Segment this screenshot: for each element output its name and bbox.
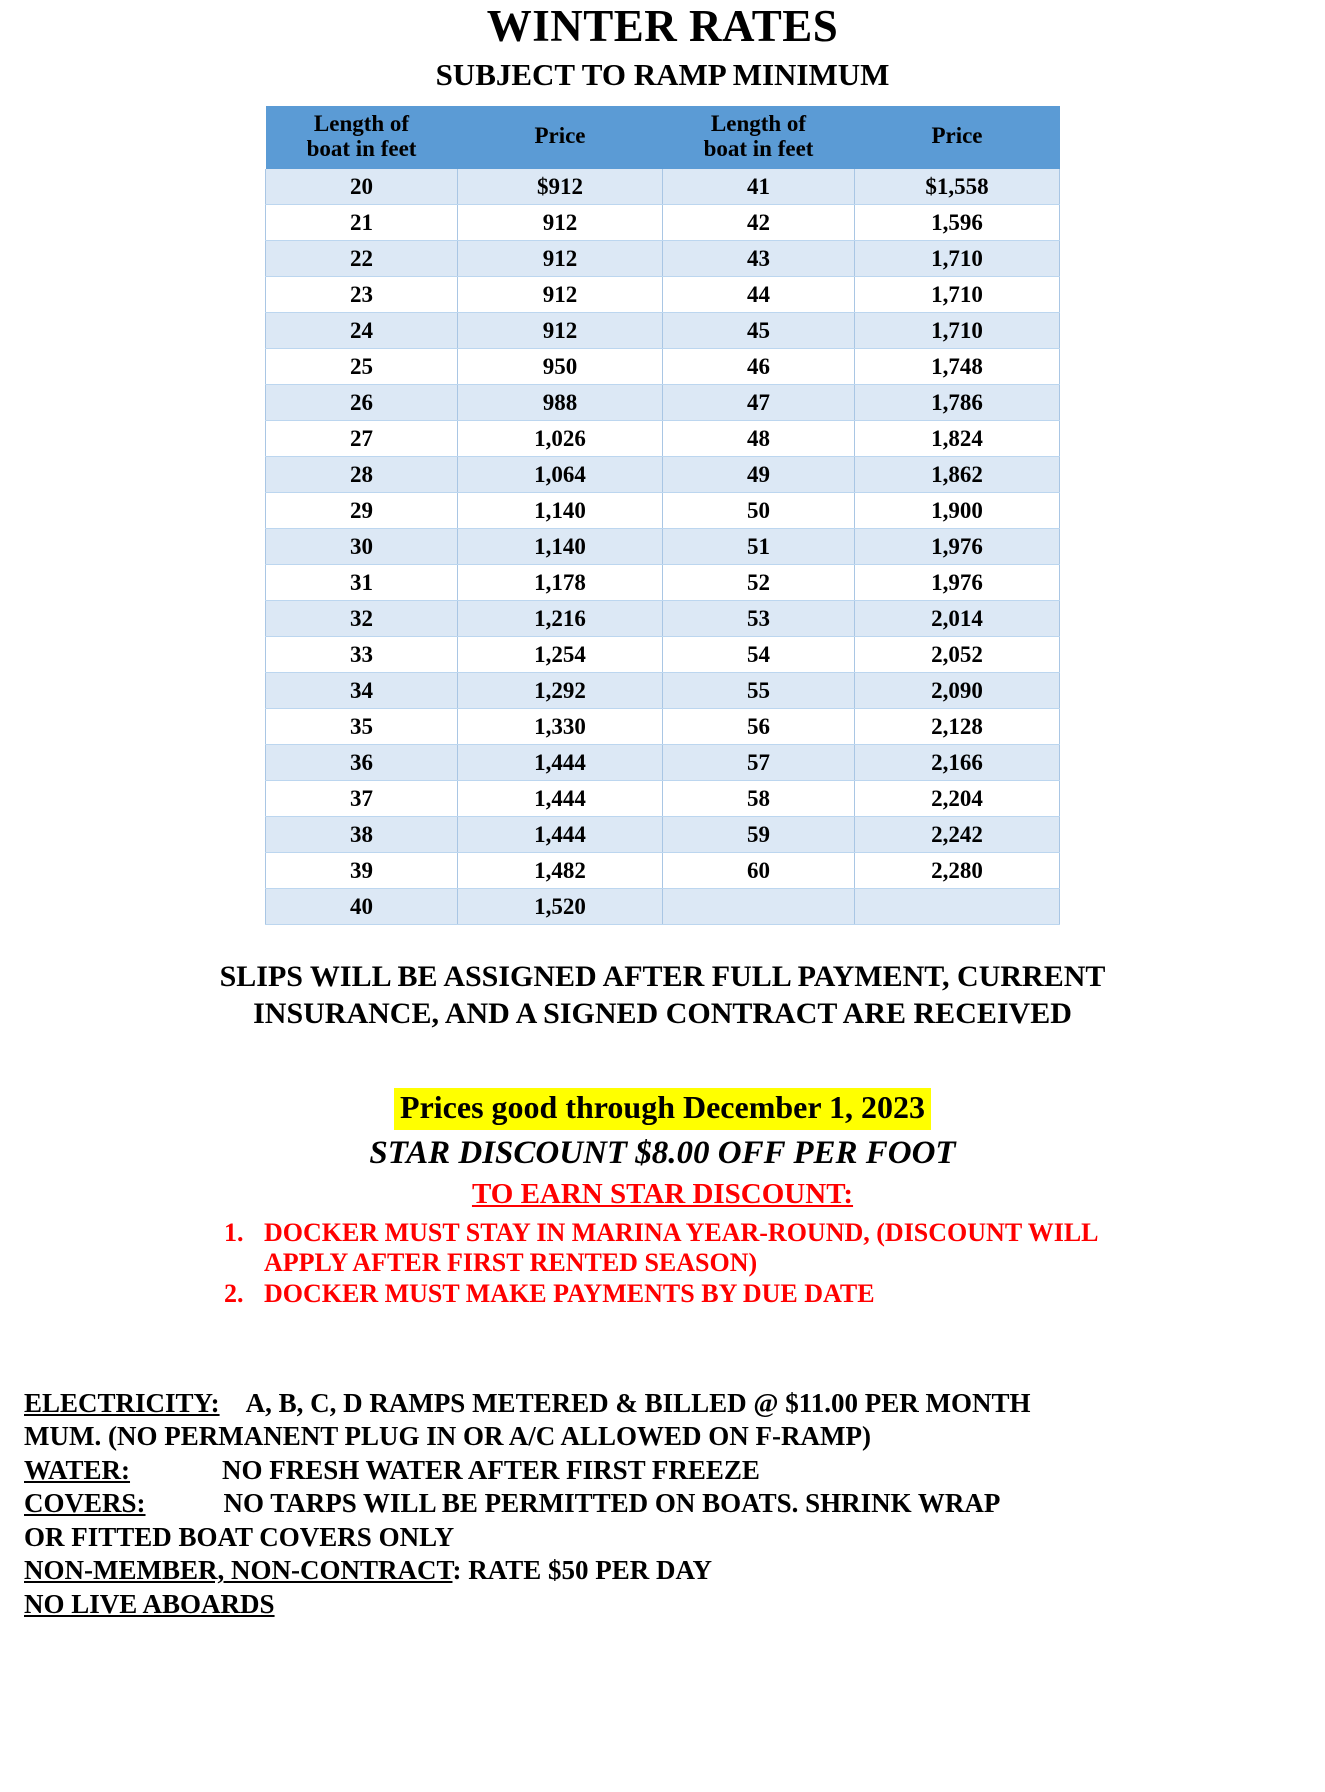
cell-price-left: 1,520 bbox=[458, 889, 663, 925]
cell-price-right: $1,558 bbox=[855, 169, 1060, 205]
cell-price-right: 1,824 bbox=[855, 421, 1060, 457]
table-header-row bbox=[266, 106, 1060, 170]
cell-length-left: 35 bbox=[266, 709, 458, 745]
cell-length-left: 27 bbox=[266, 421, 458, 457]
discount-block bbox=[0, 1088, 1325, 1309]
rates-table-body bbox=[266, 169, 1060, 925]
term-electricity bbox=[24, 1387, 1301, 1420]
water-label: WATER: bbox=[24, 1454, 131, 1485]
notice-line-1: SLIPS WILL BE ASSIGNED AFTER FULL PAYMENT, CURRENT bbox=[219, 960, 1106, 994]
cell-price-right: 1,596 bbox=[855, 205, 1060, 241]
header-line-1: Length of bbox=[313, 110, 410, 136]
cell-length-left: 36 bbox=[266, 745, 458, 781]
cell-price-right: 2,052 bbox=[855, 637, 1060, 673]
header-line-2: boat in feet bbox=[703, 136, 814, 162]
cell-length-right: 49 bbox=[663, 457, 855, 493]
table-row bbox=[266, 349, 1060, 385]
cell-length-left: 32 bbox=[266, 601, 458, 637]
cell-price-right: 1,710 bbox=[855, 313, 1060, 349]
cell-price-left: 1,444 bbox=[458, 781, 663, 817]
cell-price-left: 912 bbox=[458, 205, 663, 241]
cell-length-right: 52 bbox=[663, 565, 855, 601]
cell-price-left: 1,026 bbox=[458, 421, 663, 457]
table-row bbox=[266, 277, 1060, 313]
cell-price-right: 2,090 bbox=[855, 673, 1060, 709]
cell-length-right: 46 bbox=[663, 349, 855, 385]
table-row bbox=[266, 817, 1060, 853]
cell-price-left: 912 bbox=[458, 241, 663, 277]
column-header-price-right: Price bbox=[855, 106, 1060, 170]
cell-price-left: 1,292 bbox=[458, 673, 663, 709]
table-row bbox=[266, 457, 1060, 493]
table-row bbox=[266, 709, 1060, 745]
term-covers bbox=[24, 1487, 1301, 1520]
rates-table bbox=[265, 106, 1060, 926]
table-row bbox=[266, 673, 1060, 709]
cell-length-left: 39 bbox=[266, 853, 458, 889]
cell-price-left: 1,140 bbox=[458, 529, 663, 565]
cell-length-left: 22 bbox=[266, 241, 458, 277]
cell-length-right: 56 bbox=[663, 709, 855, 745]
cell-length-right: 58 bbox=[663, 781, 855, 817]
cell-price-left: $912 bbox=[458, 169, 663, 205]
list-item: 1. DOCKER MUST STAY IN MARINA YEAR-ROUND, (DISCOUNT WILL APPLY AFTER FIRST RENTED SEASON) bbox=[250, 1218, 1170, 1279]
list-item: 2. DOCKER MUST MAKE PAYMENTS BY DUE DATE bbox=[250, 1279, 1170, 1309]
cell-length-right: 42 bbox=[663, 205, 855, 241]
earn-star-discount-title: TO EARN STAR DISCOUNT: bbox=[471, 1177, 854, 1210]
cell-length-left: 38 bbox=[266, 817, 458, 853]
cell-length-right: 53 bbox=[663, 601, 855, 637]
table-row bbox=[266, 205, 1060, 241]
term-no-live-aboards bbox=[24, 1588, 1301, 1621]
electricity-label: ELECTRICITY: bbox=[24, 1387, 220, 1418]
cell-price-right: 1,748 bbox=[855, 349, 1060, 385]
table-row bbox=[266, 601, 1060, 637]
cell-length-right: 50 bbox=[663, 493, 855, 529]
table-row bbox=[266, 385, 1060, 421]
cell-length-right: 48 bbox=[663, 421, 855, 457]
cell-length-left: 31 bbox=[266, 565, 458, 601]
cell-length-right: 57 bbox=[663, 745, 855, 781]
table-row bbox=[266, 745, 1060, 781]
cell-price-left: 912 bbox=[458, 313, 663, 349]
term-water bbox=[24, 1454, 1301, 1487]
cell-length-right: 51 bbox=[663, 529, 855, 565]
table-row bbox=[266, 313, 1060, 349]
table-row bbox=[266, 241, 1060, 277]
table-row bbox=[266, 565, 1060, 601]
covers-value-continued: OR FITTED BOAT COVERS ONLY bbox=[24, 1521, 455, 1552]
cell-length-left: 21 bbox=[266, 205, 458, 241]
cell-price-left: 1,216 bbox=[458, 601, 663, 637]
cell-price-left: 950 bbox=[458, 349, 663, 385]
cell-price-right: 1,710 bbox=[855, 241, 1060, 277]
assignment-notice bbox=[0, 959, 1325, 1032]
table-row bbox=[266, 781, 1060, 817]
prices-good-line bbox=[0, 1088, 1325, 1130]
electricity-value: A, B, C, D RAMPS METERED & BILLED @ $11.00 PER MONTH bbox=[245, 1387, 1031, 1418]
cell-length-right: 60 bbox=[663, 853, 855, 889]
cell-price-left: 1,178 bbox=[458, 565, 663, 601]
cell-price-left: 1,140 bbox=[458, 493, 663, 529]
cell-price-right: 2,242 bbox=[855, 817, 1060, 853]
cell-price-right: 2,128 bbox=[855, 709, 1060, 745]
cell-length-left: 30 bbox=[266, 529, 458, 565]
covers-value: NO TARPS WILL BE PERMITTED ON BOATS. SHRINK WRAP bbox=[223, 1488, 1001, 1519]
prices-good-highlight: Prices good through December 1, 2023 bbox=[394, 1088, 931, 1130]
rates-table-head bbox=[266, 106, 1060, 170]
column-header-length-left bbox=[266, 106, 458, 170]
cell-length-right: 54 bbox=[663, 637, 855, 673]
cell-price-right: 1,786 bbox=[855, 385, 1060, 421]
water-value: NO FRESH WATER AFTER FIRST FREEZE bbox=[222, 1454, 760, 1485]
table-row bbox=[266, 889, 1060, 925]
term-electricity-cont bbox=[24, 1420, 1301, 1453]
cell-price-left: 912 bbox=[458, 277, 663, 313]
nonmember-label: NON-MEMBER, NON-CONTRACT bbox=[24, 1555, 453, 1586]
column-header-length-right bbox=[663, 106, 855, 170]
cell-length-left: 37 bbox=[266, 781, 458, 817]
page-title: WINTER RATES bbox=[486, 1, 839, 51]
cell-length-left: 23 bbox=[266, 277, 458, 313]
cell-price-right: 2,166 bbox=[855, 745, 1060, 781]
notice-line-2: INSURANCE, AND A SIGNED CONTRACT ARE RECEIVED bbox=[253, 996, 1072, 1030]
cell-price-left: 1,064 bbox=[458, 457, 663, 493]
cell-price-right: 2,280 bbox=[855, 853, 1060, 889]
cell-length-right: 45 bbox=[663, 313, 855, 349]
cell-price-left: 988 bbox=[458, 385, 663, 421]
cell-length-right bbox=[663, 889, 855, 925]
cell-length-right: 44 bbox=[663, 277, 855, 313]
star-discount-text: STAR DISCOUNT $8.00 OFF PER FOOT bbox=[369, 1134, 956, 1171]
table-row bbox=[266, 169, 1060, 205]
cell-price-left: 1,330 bbox=[458, 709, 663, 745]
page-subtitle: SUBJECT TO RAMP MINIMUM bbox=[435, 57, 890, 92]
cell-length-left: 29 bbox=[266, 493, 458, 529]
electricity-value-continued: MUM. (NO PERMANENT PLUG IN OR A/C ALLOWED ON F-RAMP) bbox=[24, 1421, 871, 1452]
nonmember-value: : RATE $50 PER DAY bbox=[452, 1555, 713, 1586]
cell-length-left: 25 bbox=[266, 349, 458, 385]
term-covers-cont bbox=[24, 1521, 1301, 1554]
cell-length-left: 33 bbox=[266, 637, 458, 673]
cell-price-right bbox=[855, 889, 1060, 925]
header-line-1: Length of bbox=[710, 110, 807, 136]
cell-price-right: 1,976 bbox=[855, 565, 1060, 601]
table-row bbox=[266, 529, 1060, 565]
cell-price-left: 1,444 bbox=[458, 745, 663, 781]
cell-length-left: 28 bbox=[266, 457, 458, 493]
cell-price-right: 2,204 bbox=[855, 781, 1060, 817]
covers-label: COVERS: bbox=[24, 1488, 146, 1519]
cell-price-right: 1,710 bbox=[855, 277, 1060, 313]
column-header-price-left: Price bbox=[458, 106, 663, 170]
cell-length-left: 40 bbox=[266, 889, 458, 925]
cell-length-left: 20 bbox=[266, 169, 458, 205]
cell-length-right: 59 bbox=[663, 817, 855, 853]
cell-length-right: 55 bbox=[663, 673, 855, 709]
term-nonmember bbox=[24, 1554, 1301, 1587]
table-row bbox=[266, 493, 1060, 529]
table-row bbox=[266, 853, 1060, 889]
cell-price-left: 1,482 bbox=[458, 853, 663, 889]
cell-length-right: 41 bbox=[663, 169, 855, 205]
terms-section bbox=[0, 1387, 1325, 1621]
cell-length-left: 26 bbox=[266, 385, 458, 421]
header-line-2: boat in feet bbox=[306, 136, 417, 162]
no-live-aboards-label: NO LIVE ABOARDS bbox=[24, 1588, 275, 1619]
cell-length-left: 34 bbox=[266, 673, 458, 709]
cell-price-left: 1,444 bbox=[458, 817, 663, 853]
table-row bbox=[266, 637, 1060, 673]
earn-title-line bbox=[0, 1173, 1325, 1212]
cell-price-right: 2,014 bbox=[855, 601, 1060, 637]
cell-length-right: 47 bbox=[663, 385, 855, 421]
cell-price-right: 1,976 bbox=[855, 529, 1060, 565]
rates-table-wrapper bbox=[265, 106, 1060, 926]
cell-price-right: 1,862 bbox=[855, 457, 1060, 493]
table-row bbox=[266, 421, 1060, 457]
earn-requirements-list bbox=[250, 1218, 1170, 1309]
cell-price-left: 1,254 bbox=[458, 637, 663, 673]
cell-price-right: 1,900 bbox=[855, 493, 1060, 529]
cell-length-left: 24 bbox=[266, 313, 458, 349]
cell-length-right: 43 bbox=[663, 241, 855, 277]
